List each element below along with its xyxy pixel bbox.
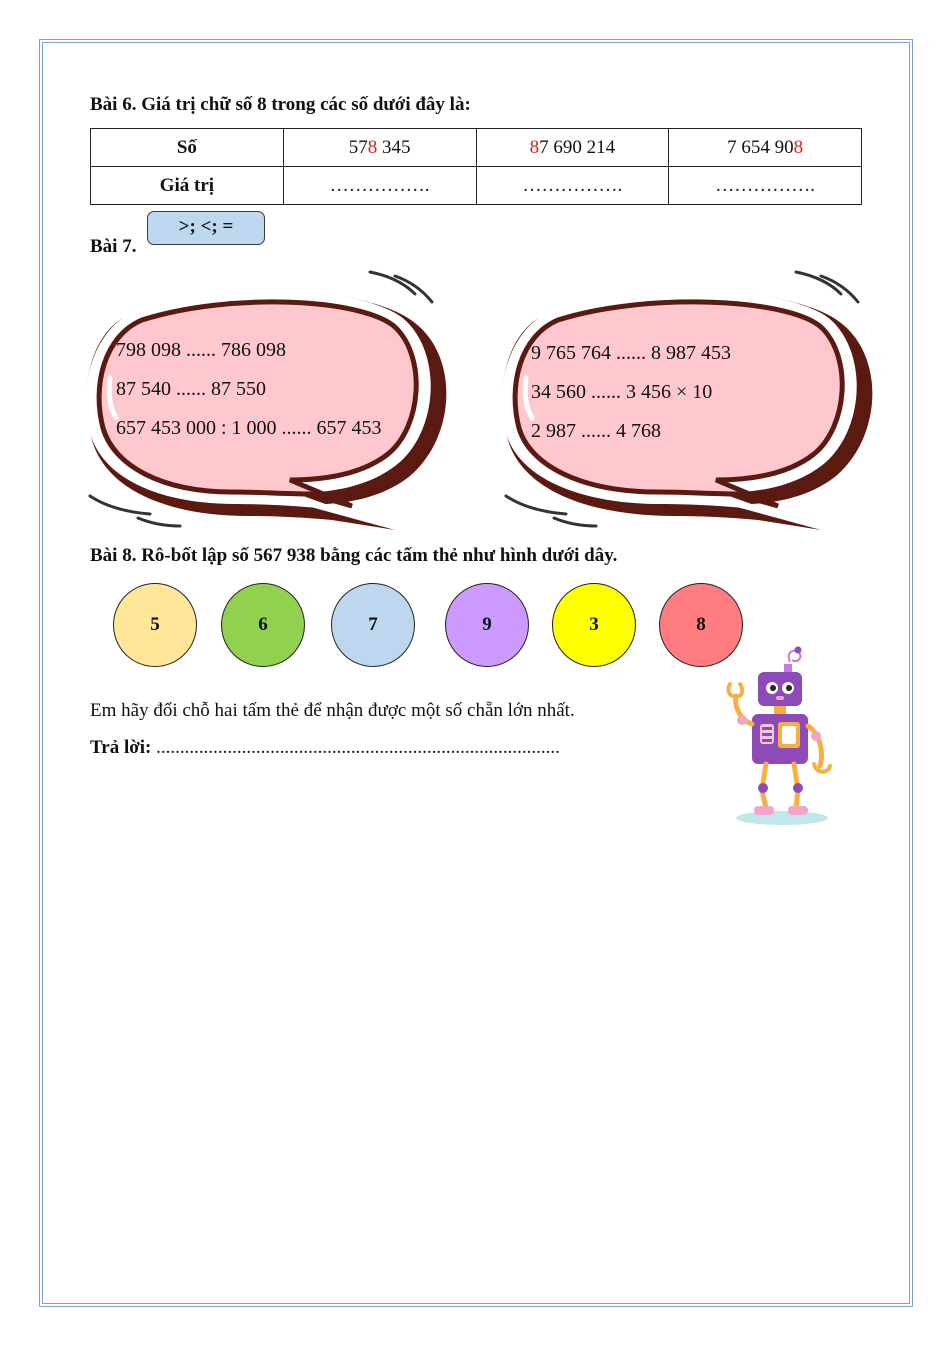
table-row [91,129,862,167]
answer-blank[interactable]: ……………. [476,167,669,205]
answer-dots[interactable]: ..................................................................................... [151,737,560,758]
comparison-line[interactable]: 657 453 000 : 1 000 ...... 657 453 [116,417,382,439]
answer-blank[interactable]: ……………. [283,167,476,205]
robot-icon [720,640,840,830]
number-part: 57 [348,136,368,158]
card-label: 5 [150,614,160,635]
table-row [91,167,862,205]
comparison-line[interactable]: 798 098 ...... 786 098 [116,339,286,361]
highlighted-digit: 8 [529,136,540,158]
comparison-line[interactable]: 87 540 ...... 87 550 [116,378,266,400]
digit-card-5[interactable] [113,583,197,667]
number-cell [283,129,476,167]
number-cell [476,129,669,167]
left-bubble-text [116,331,382,448]
bai6-title: Bài 6. Giá trị chữ số 8 trong các số dưới đây là: [90,94,471,115]
card-label: 3 [589,614,599,635]
number-cell [669,129,862,167]
answer-line [90,737,560,759]
digit-card-3[interactable] [552,583,636,667]
comparison-symbols-tag: >; <; = [147,211,265,245]
digit-card-6[interactable] [221,583,305,667]
highlighted-digit: 8 [793,136,804,158]
row-label-number: Số [91,129,284,167]
card-label: 6 [258,614,268,635]
number-part: 7 654 90 [727,136,794,158]
row-label-value: Giá trị [91,167,284,205]
digit-card-9[interactable] [445,583,529,667]
digit-value-table [90,128,862,205]
number-part: 345 [377,136,411,158]
comparison-line[interactable]: 34 560 ...... 3 456 × 10 [531,381,713,403]
comparison-line[interactable]: 9 765 764 ...... 8 987 453 [531,342,731,364]
number-part: 7 690 214 [539,136,616,158]
right-bubble-text [531,334,731,451]
answer-label: Trả lời: [90,737,152,758]
digit-card-7[interactable] [331,583,415,667]
card-label: 7 [368,614,378,635]
bai8-question: Em hãy đổi chỗ hai tấm thẻ để nhận được một số chẵn lớn nhất. [90,700,575,721]
card-label: 8 [696,614,706,635]
card-label: 9 [482,614,492,635]
answer-blank[interactable]: ……………. [669,167,862,205]
bai7-title: Bài 7. [90,236,137,257]
comparison-line[interactable]: 2 987 ...... 4 768 [531,420,661,442]
bai8-title: Bài 8. Rô-bốt lập số 567 938 bằng các tấm thẻ như hình dưới dây. [90,545,618,566]
highlighted-digit: 8 [367,136,378,158]
